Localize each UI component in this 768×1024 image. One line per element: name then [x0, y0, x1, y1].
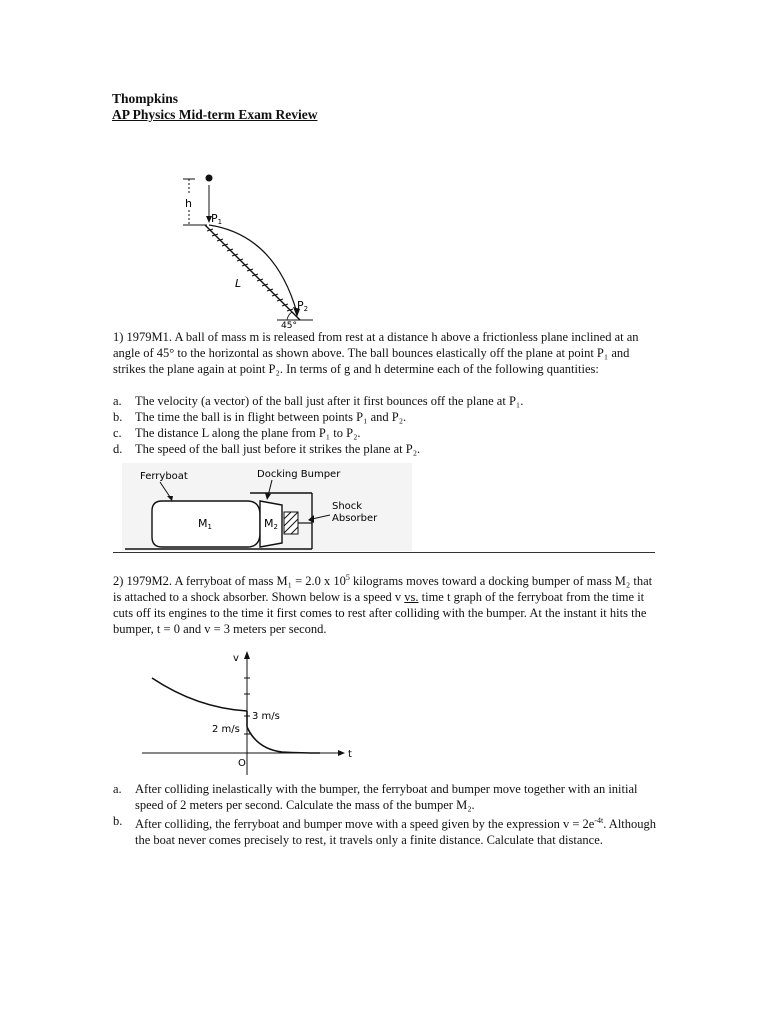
problem-1-intro: 1) 1979M1. A ball of mass m is released from rest at a distance h above a frictionless plane inclined at an angle of 45° to the horizontal as shown above. The ball bounces elastically off the plane at point P₁ and strikes the plane again at point P₂. In terms of g and h determine each of the following quantities: [113, 330, 639, 376]
t-axis-label: t [348, 749, 352, 760]
problem-1-item-b: b. The time the ball is in flight between points P₁ and P₂. [113, 410, 407, 424]
problem-1-item-a: a. The velocity (a vector) of the ball just after it first bounces off the plane at P₁. [113, 394, 524, 408]
m2-label: M2 [264, 517, 278, 531]
m1-label: M1 [198, 517, 212, 531]
v-axis-label: v [233, 653, 239, 664]
pre-collision-curve [152, 678, 247, 711]
problem-1-item-c: c. The distance L along the plane from P₁ to P₂. [113, 426, 361, 440]
label-3-ms: 3 m/s [252, 711, 280, 722]
docking-bumper-label: Docking Bumper [257, 469, 341, 480]
ferryboat-label: Ferryboat [140, 471, 188, 482]
problem-2-item-a: a. After colliding inelastically with the bumper, the ferryboat and bumper move together with an initial speed of 2 meters per second. Calculate the mass of the bumper M₂. [113, 782, 638, 812]
problem-2-intro: 2) 1979M2. A ferryboat of mass M₁ = 2.0 x $10^5$ kilograms moves toward a docking bumper of mass M₂ that is attached to a shock absorber. Shown below is a speed v vs. time t graph of the ferryboat from the time it cuts off its engines to the time it first comes to rest after colliding with the bumper. At the instant it hits the bumper, t = 0 and v = 3 meters per second. [113, 573, 653, 637]
section-divider [113, 552, 655, 553]
ferryboat-figure [122, 463, 412, 551]
incline-plane [205, 225, 300, 320]
angle-label: 45° [281, 321, 297, 331]
incline-hatching [207, 229, 293, 311]
problem-1-item-d: d. The speed of the ball just before it strikes the plane at P₂. [113, 442, 421, 456]
shock-label: Shock [332, 501, 363, 512]
incline-figure [165, 165, 315, 335]
page-title: AP Physics Mid-term Exam Review [112, 107, 318, 122]
h-label: h [185, 197, 192, 210]
speed-time-graph [142, 645, 392, 780]
label-2-ms: 2 m/s [212, 724, 240, 735]
p1-label: P1 [211, 212, 223, 226]
absorber-label: Absorber [332, 513, 378, 524]
l-label: L [235, 277, 242, 290]
p2-label: P2 [297, 299, 309, 313]
problem-2-list [113, 781, 665, 848]
ball [206, 175, 213, 182]
problem-2-item-b: b. After colliding, the ferryboat and bumper move with a speed given by the expression $v = 2e^{-4t}$. Although the boat never comes precisely to rest, it travels only a finite distance. Calculate that distance. [113, 814, 657, 848]
origin-label: O [238, 758, 246, 769]
problem-1-list [113, 393, 673, 457]
author-name: Thompkins [112, 91, 179, 106]
post-collision-curve [247, 727, 320, 753]
